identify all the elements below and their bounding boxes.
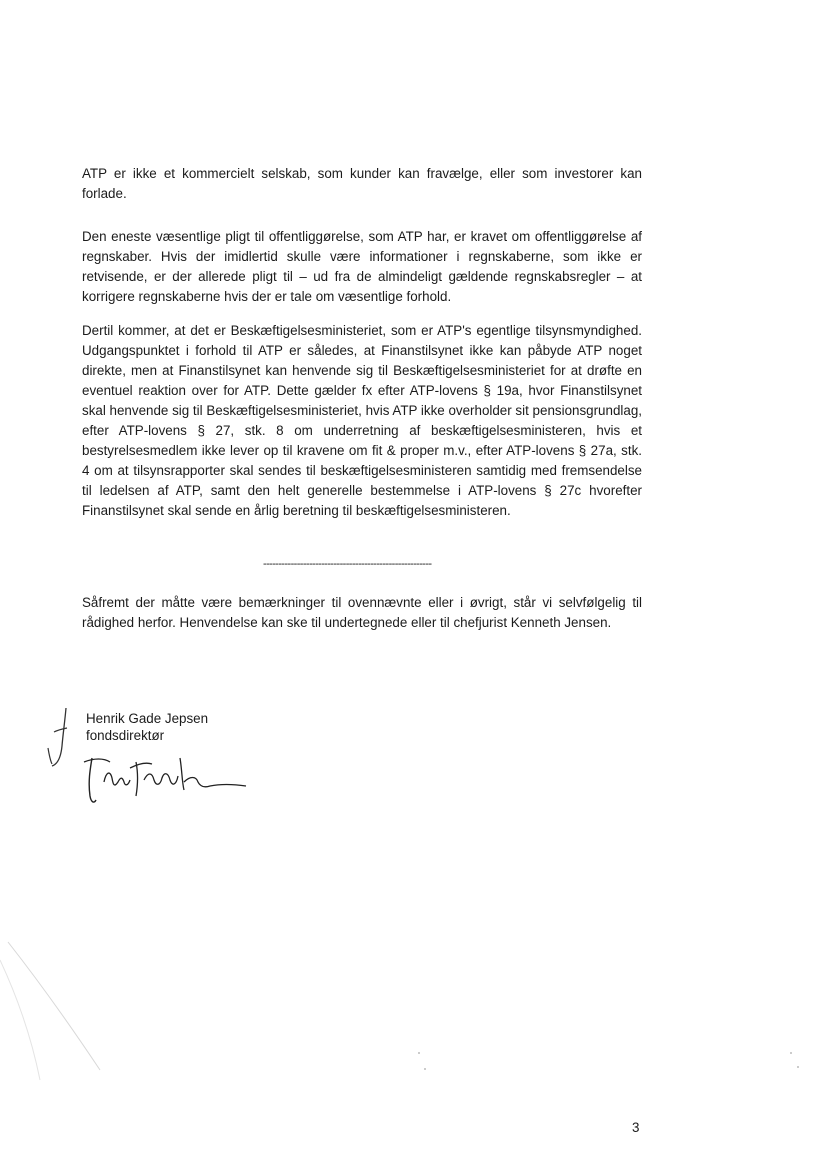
scan-speck — [424, 1068, 426, 1070]
scan-fold-mark — [0, 930, 120, 1090]
signature-block — [86, 710, 208, 744]
paragraph-supervisory-authority: Dertil kommer, at det er Beskæftigelsesministeriet, som er ATP's egentlige tilsynsmyndighed. Udgangspunktet i forhold til ATP er således, at Finanstilsynet ikke kan påbyde ATP noget direkte, men at Finanstilsynet kan henvende sig til Beskæftigelsesministeriet for at drøfte en eventuel reaktion over for ATP. Dette gælder fx efter ATP-lovens § 19a, hvor Finanstilsynet skal henvende sig til Beskæftigelsesministeriet, hvis ATP ikke overholder sit pensionsgrundlag, efter ATP-lovens § 27, stk. 8 om underretning af beskæftigelsesministeren, hvis et bestyrelsesmedlem ikke lever op til kravene om fit & proper m.v., efter ATP-lovens § 27a, stk. 4 om at tilsynsrapporter skal sendes til beskæftigelsesministeren samtidig med fremsendelse til ledelsen af ATP, samt den helt generelle bestemmelse i ATP-lovens § 27c hvorefter Finanstilsynet skal sende en årlig beretning til beskæftigelsesministeren. — [82, 323, 642, 518]
paragraph-atp-not-commercial: ATP er ikke et kommercielt selskab, som kunder kan fravælge, eller som investorer kan forlade. — [82, 166, 642, 201]
section-separator: ------------------------------------------------------- — [263, 558, 432, 570]
scan-speck — [790, 1052, 792, 1054]
signatory-title: fondsdirektør — [86, 728, 165, 743]
handwritten-signature — [80, 752, 250, 812]
handwritten-initial-mark — [40, 704, 80, 774]
scan-speck — [797, 1066, 799, 1068]
page-number: 3 — [632, 1120, 640, 1135]
signatory-name: Henrik Gade Jepsen — [86, 711, 209, 726]
paragraph-publication-duty: Den eneste væsentlige pligt til offentliggørelse, som ATP har, er kravet om offentliggørelse af regnskaber. Hvis der imidlertid skulle være informationer i regnskaberne, som ikke er retvisende, er der allerede pligt til – ud fra de almindeligt gældende regnskabsregler – at korrigere regnskaberne hvis der er tale om væsentlige forhold. — [82, 229, 642, 304]
paragraph-closing-remarks: Såfremt der måtte være bemærkninger til ovennævnte eller i øvrigt, står vi selvfølgelig til rådighed herfor. Henvendelse kan ske til undertegnede eller til chefjurist Kenneth Jensen. — [82, 595, 642, 630]
scan-speck — [418, 1052, 420, 1054]
